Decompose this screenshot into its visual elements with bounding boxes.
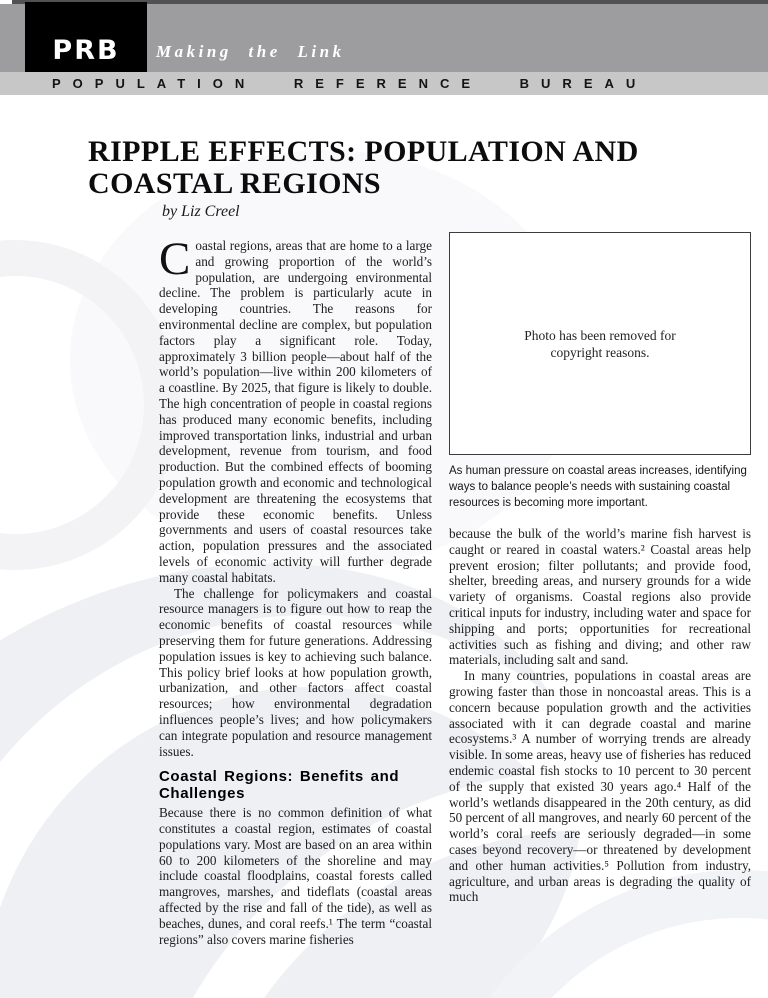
paragraph-text: oastal regions, areas that are home to a large and growing proportion of the world’s population, are undergoing environmental decline. The problem is particularly acute in developing countries. The reasons for environmental decline are complex, but population factors play a significant role. Today, approximately 3 billion people—about half of the world’s population—live within 200 kilometers of a coastline. By 2025, that figure is likely to double. The high concentration of people in coastal regions has produced many economic benefits, including improved transportation links, industrial and urban development, revenue from tourism, and food production. But the combined effects of booming population growth and economic and technological development are threatening the ecosystems that provide these economic benefits. Unless governments and users of coastal resources take action, population pressures and the associated levels of economic activity will further degrade many coastal habitats. [159,238,432,585]
org-name-band [0,72,768,95]
photo-placeholder-box [449,232,751,455]
photo-placeholder-text: Photo has been removed for copyright reasons. [524,327,676,360]
page-title: RIPPLE EFFECTS: POPULATION AND COASTAL REGIONS [88,135,639,200]
photo-caption: As human pressure on coastal areas increases, identifying ways to balance people’s needs with sustaining coastal resources is becoming more important. [449,465,747,509]
paragraph: In many countries, populations in coastal areas are growing faster than those in noncoastal areas. This is a concern because population growth and the activities associated with it can degrade coastal and marine ecosystems.³ A number of worrying trends are already visible. In some areas, heavy use of fisheries has reduced endemic coastal fish stocks to 10 percent to 30 percent of the supply that existed 30 years ago.⁴ Half of the world’s wetlands disappeared in the 20th century, as did 50 percent of all mangroves, and nearly 60 percent of the world’s coral reefs are seriously degraded—in some cases beyond recovery—or threatened by development and other human activities.⁵ Pollution from industry, agriculture, and urban areas is degrading the quality of much [449,668,751,905]
right-column-body [449,526,751,905]
right-column [449,232,751,905]
prb-logo-text: PRB [52,35,120,66]
left-column [159,233,432,947]
paragraph [159,233,432,586]
paragraph: The challenge for policymakers and coastal resource managers is to figure out how to reap the economic benefits of coastal resources while preserving them for future generations. Addressing population issues is key to achieving such balance. This policy brief looks at how population growth, urbanization, and other factors affect coastal resources; how environmental degradation influences people’s lives; and how policymakers can integrate population and resource management issues. [159,585,432,759]
drop-cap: C [159,233,191,285]
tagline: Making the Link [156,42,345,61]
byline: by Liz Creel [162,203,240,220]
prb-logo [25,2,147,72]
paragraph: Because there is no common definition of what constitutes a coastal region, estimates of coastal populations vary. Most are based on an area within 60 to 200 kilometers of the shoreline and may include coastal floodplains, coastal forests called mangroves, marshes, and tideflats (coastal areas affected by the rise and fall of the tide), as well as beaches, dunes, and coral reefs.¹ The term “coastal regions” also covers marine fisheries [159,805,432,947]
section-heading: Coastal Regions: Benefits and Challenges [159,768,400,802]
paragraph: because the bulk of the world’s marine fish harvest is caught or reared in coastal waters.² Coastal areas help prevent erosion; filter pollutants; and provide food, shelter, breeding areas, and nursery grounds for a wide variety of organisms. Coastal regions also provide critical inputs for industry, including water and space for shipping and ports; opportunities for recreational activities such as fishing and diving; and other raw materials, including salt and sand. [449,526,751,668]
org-name: POPULATION REFERENCE BUREAU [52,76,648,91]
